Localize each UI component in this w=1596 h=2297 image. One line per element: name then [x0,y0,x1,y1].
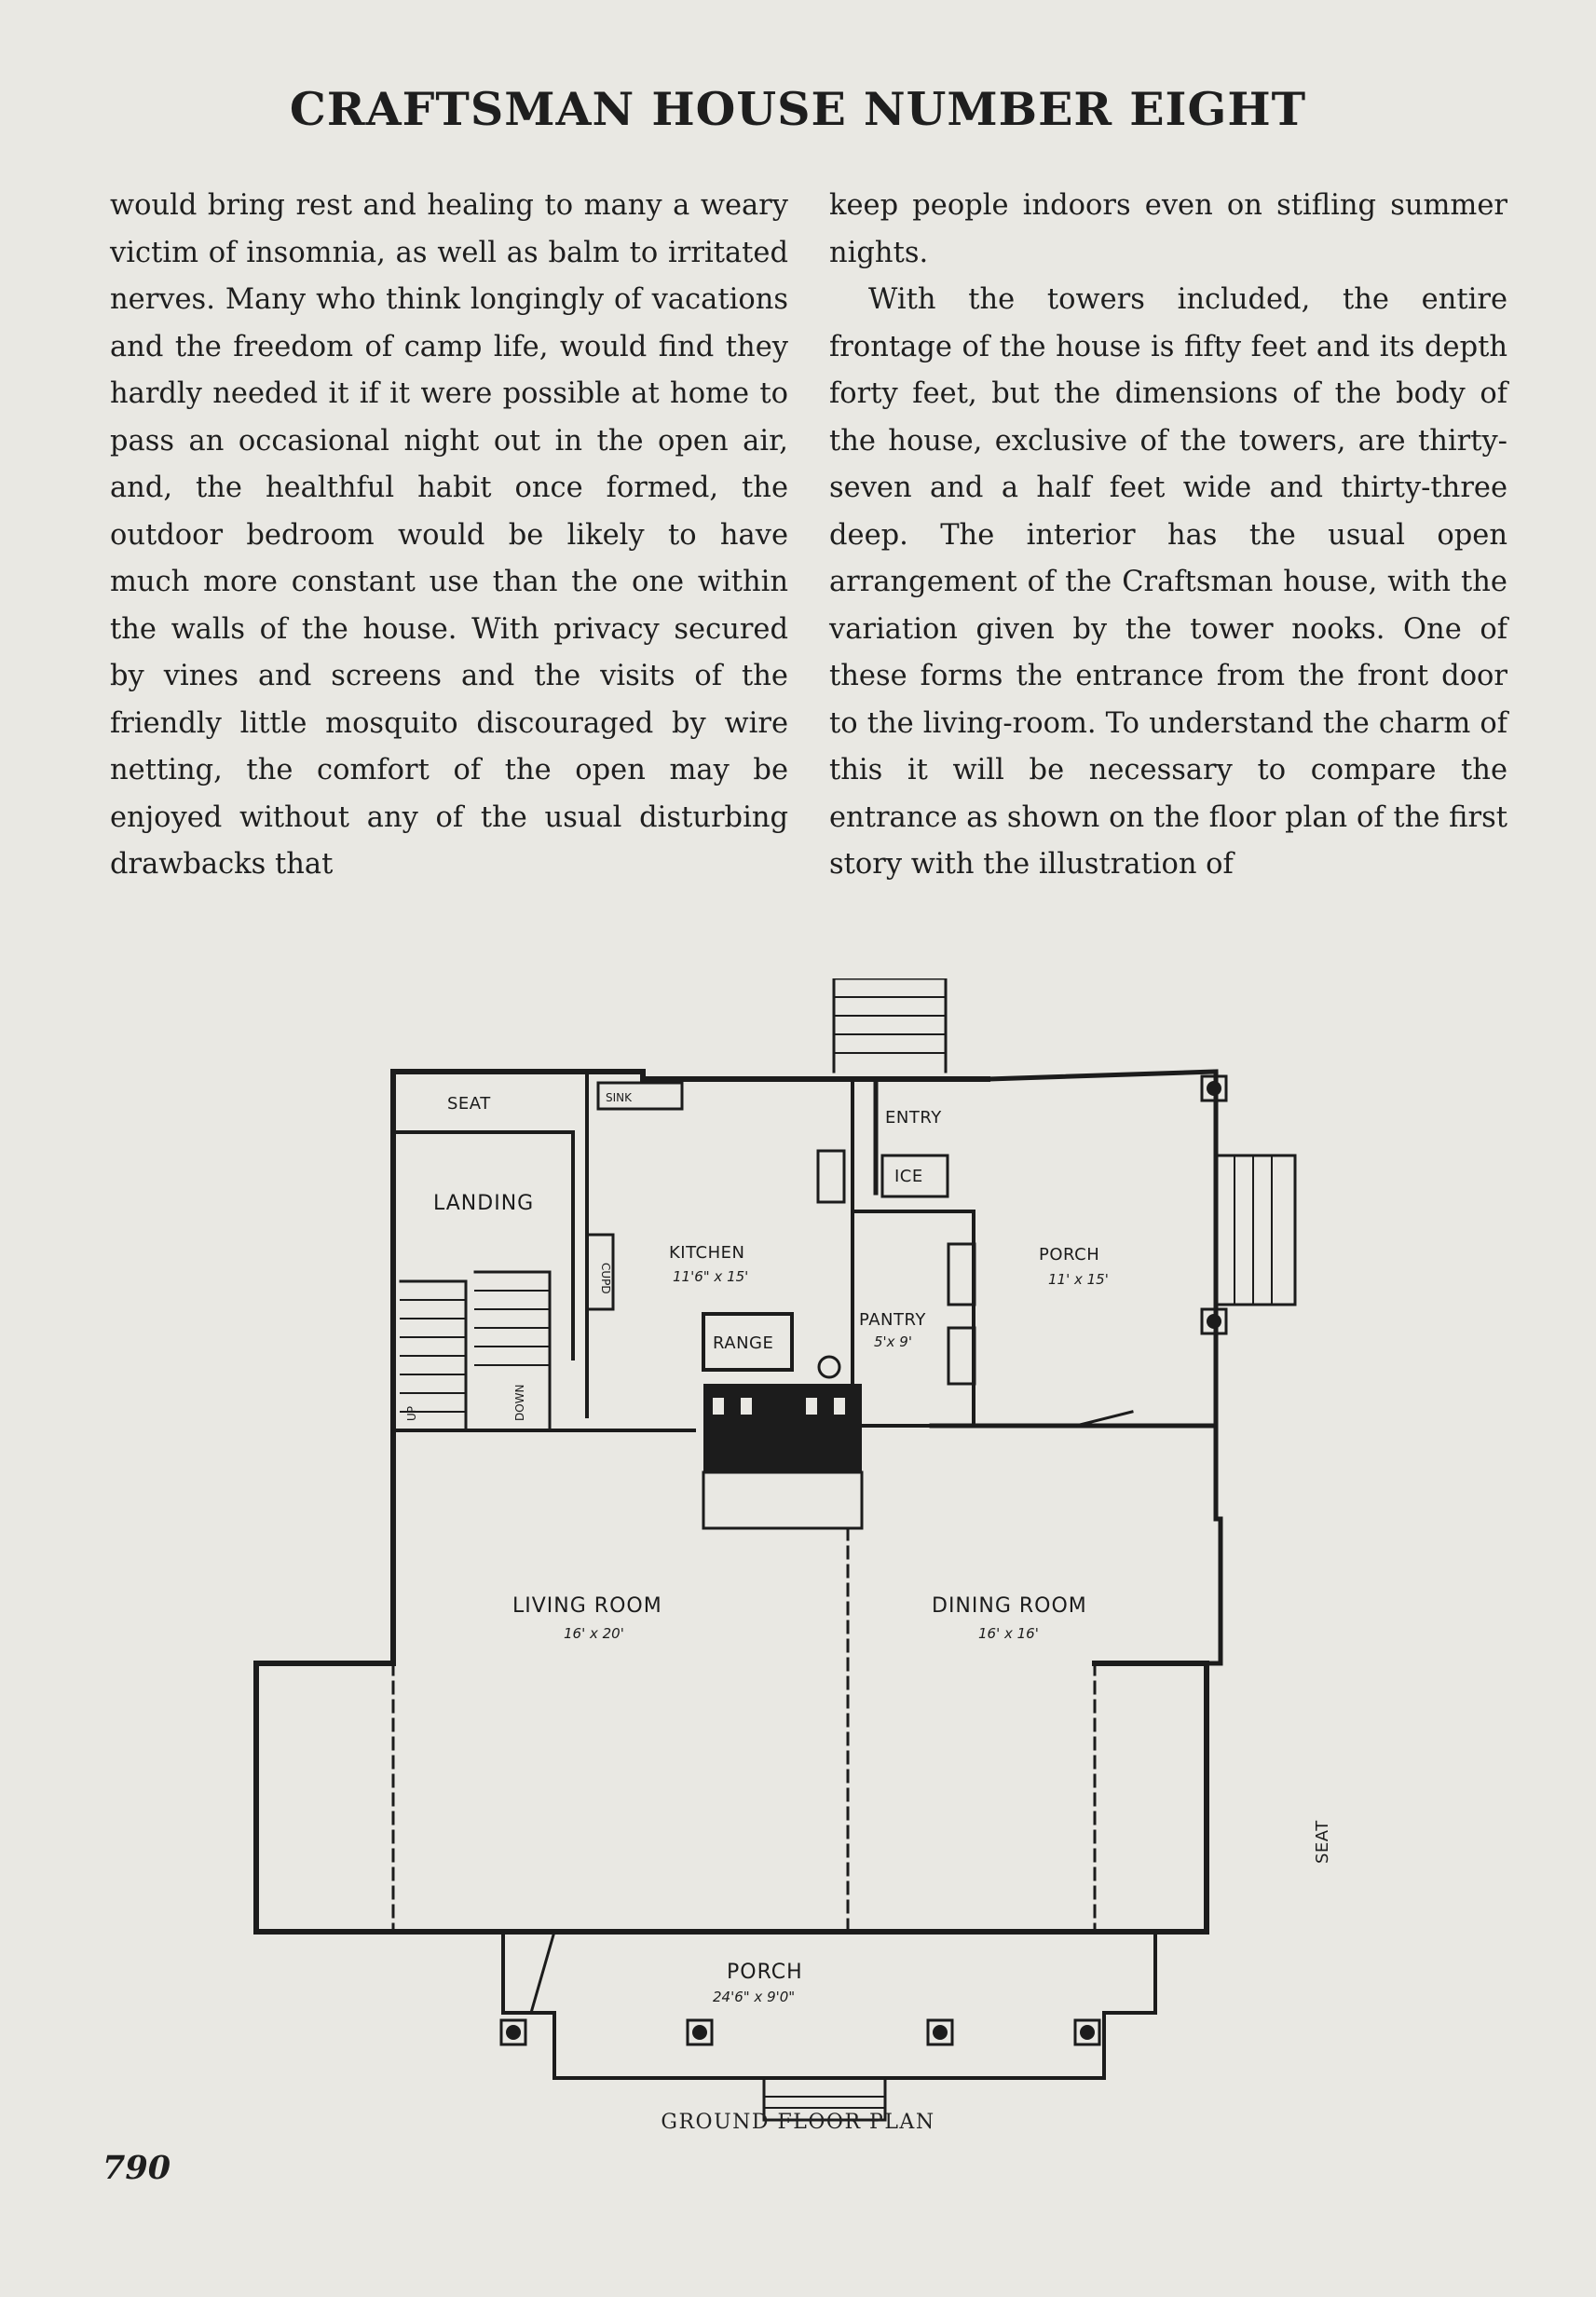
cupboard-pantry-1 [948,1244,975,1305]
cupboard-pantry-2 [948,1328,975,1384]
label-dining-room: DINING ROOM [932,1594,1087,1618]
chimney-base [703,1472,862,1528]
exterior-wall-top [393,1072,988,1079]
chimney-mass [703,1384,862,1472]
label-range: RANGE [713,1333,774,1353]
label-living-room: LIVING ROOM [512,1594,662,1618]
landing-wall [393,1132,573,1359]
label-dining-room-size: 16' x 16' [978,1625,1039,1642]
label-seat-right: SEAT [1313,1820,1332,1864]
label-living-room-size: 16' x 20' [564,1625,624,1642]
front-door-swing [531,1932,554,2013]
label-porch-front: PORCH [727,1961,803,1984]
right-column-paragraph-2: With the towers included, the entire frontage of the house is fifty feet and its depth forty feet, but the dimensions of the body of the house, exclusive of the towers, are thirty-seven and a half feet wide and thirty-three deep. The interior has the usual open arrangement of the Craftsman house, with the variation given by the tower nooks. One of these forms the entrance from the front door to the living-room. To understand the charm of this it will be necessary to compare the entrance as shown on the floor plan of the first story with the illustration of [829,283,1507,881]
label-kitchen-size: 11'6" x 15' [673,1268,749,1285]
label-kitchen: KITCHEN [669,1243,745,1263]
label-porch-front-size: 24'6" x 9'0" [713,1989,796,2005]
label-cupd-kitchen: CUPD [599,1263,612,1294]
label-pantry-size: 5'x 9' [874,1333,912,1350]
page-number: 790 [102,2149,171,2187]
article-right-column [829,183,1507,889]
label-entry: ENTRY [885,1108,942,1128]
right-column-paragraph-1: keep people indoors even on stifling summer nights. [829,189,1507,269]
front-porch-outline [503,1932,1155,2078]
floor-plan-caption: GROUND FLOOR PLAN [661,2111,935,2134]
dining-east-wall [1216,1230,1221,1519]
label-ice: ICE [894,1167,923,1186]
ground-floor-plan [233,978,1370,2129]
stair-down [475,1272,550,1430]
label-pantry: PANTRY [859,1310,926,1330]
label-landing: LANDING [433,1192,535,1215]
dining-right-wall [1207,1519,1221,1663]
article-left-column [110,183,788,889]
rear-steps [834,978,946,1072]
floor-plan-labels [405,1091,1332,2005]
page-title: CRAFTSMAN HOUSE NUMBER EIGHT [289,82,1307,136]
floor-plan-drawing [233,978,1370,2129]
range-boiler [819,1357,839,1377]
porch-wall-right [988,1072,1216,1079]
outer-wall-right [1095,1663,1207,1932]
label-sink: SINK [606,1091,633,1104]
left-column-text: would bring rest and healing to many a weary victim of insomnia, as well as balm to irritated nerves. Many who think longingly of vacations and the freedom of camp life, would find they hardly needed it if it were possible at home to pass an occasional night out in the open air, and, the healthful habit once formed, the outdoor bedroom would be likely to have much more constant use than the one within the walls of the house. With privacy secured by vines and screens and the visits of the friendly little mosquito discouraged by wire netting, the comfort of the open may be enjoyed without any of the usual disturbing drawbacks that [110,189,788,881]
label-porch-side-size: 11' x 15' [1048,1271,1109,1288]
label-seat-top: SEAT [447,1094,491,1114]
label-up: UP [405,1405,418,1421]
label-down: DOWN [513,1384,526,1421]
side-steps [1216,1155,1295,1305]
label-porch-side: PORCH [1039,1245,1100,1265]
cupboard-entry [818,1151,844,1202]
